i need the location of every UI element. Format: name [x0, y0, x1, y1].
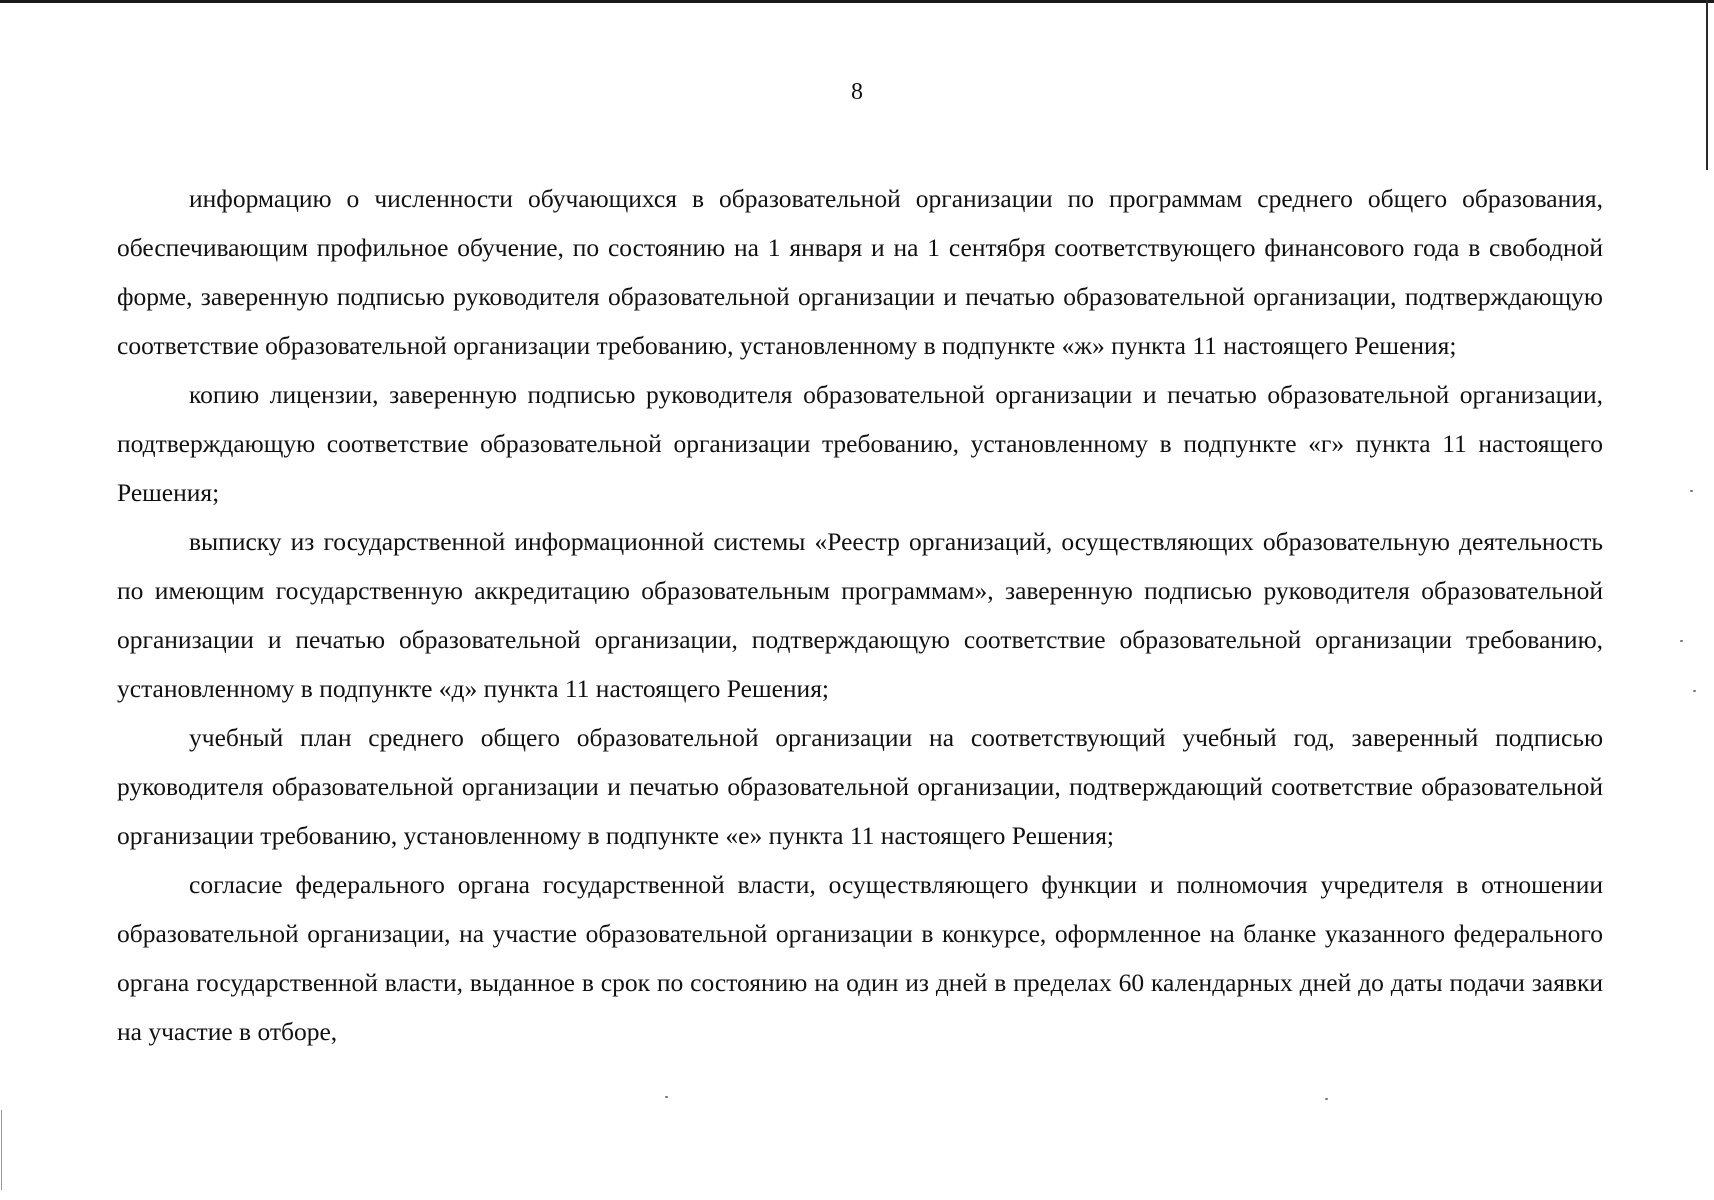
scan-left-edge [1, 1110, 2, 1190]
paragraph-license-copy: копию лицензии, заверенную подписью руководителя образовательной организации и печатью образовательной организации, подтверждающую соответствие образовательной организации требованию, установленному в подпункте «г» пункта 11 настоящего Решения; [117, 380, 1603, 507]
paragraph-federal-consent: согласие федерального органа государственной власти, осуществляющего функции и полномочия учредителя в отношении образовательной организации, на участие образовательной организации в конкурсе, оформленное на бланке указанного федерального органа государственной власти, выданное в срок по состоянию на один из дней в пределах 60 календарных дней до даты подачи заявки на участие в отборе, [117, 870, 1603, 1046]
scan-speck [665, 1096, 668, 1098]
scan-top-edge [0, 0, 1714, 3]
paragraph-student-count-info: информацию о численности обучающихся в образовательной организации по программам среднего общего образования, обеспечивающим профильное обучение, по состоянию на 1 января и на 1 сентября соответствующего финансового года в свободной форме, заверенную подписью руководителя образовательной организации и печатью образовательной организации, подтверждающую соответствие образовательной организации требованию, установленному в подпункте «ж» пункта 11 настоящего Решения; [117, 184, 1603, 360]
scan-speck [1690, 490, 1693, 492]
page-number: 8 [851, 79, 863, 105]
scan-speck [1325, 1098, 1328, 1100]
paragraph-registry-extract: выписку из государственной информационной системы «Реестр организаций, осуществляющих образовательную деятельность по имеющим государственную аккредитацию образовательным программам», заверенную подписью руководителя образовательной организации и печатью образовательной организации, подтверждающую соответствие образовательной организации требованию, установленному в подпункте «д» пункта 11 настоящего Решения; [117, 527, 1603, 703]
scan-speck [1693, 690, 1696, 692]
scan-speck [1680, 640, 1683, 642]
document-body [117, 174, 1603, 1056]
paragraph-curriculum: учебный план среднего общего образовательной организации на соответствующий учебный год, заверенный подписью руководителя образовательной организации и печатью образовательной организации, подтверждающий соответствие образовательной организации требованию, установленному в подпункте «е» пункта 11 настоящего Решения; [117, 723, 1603, 850]
